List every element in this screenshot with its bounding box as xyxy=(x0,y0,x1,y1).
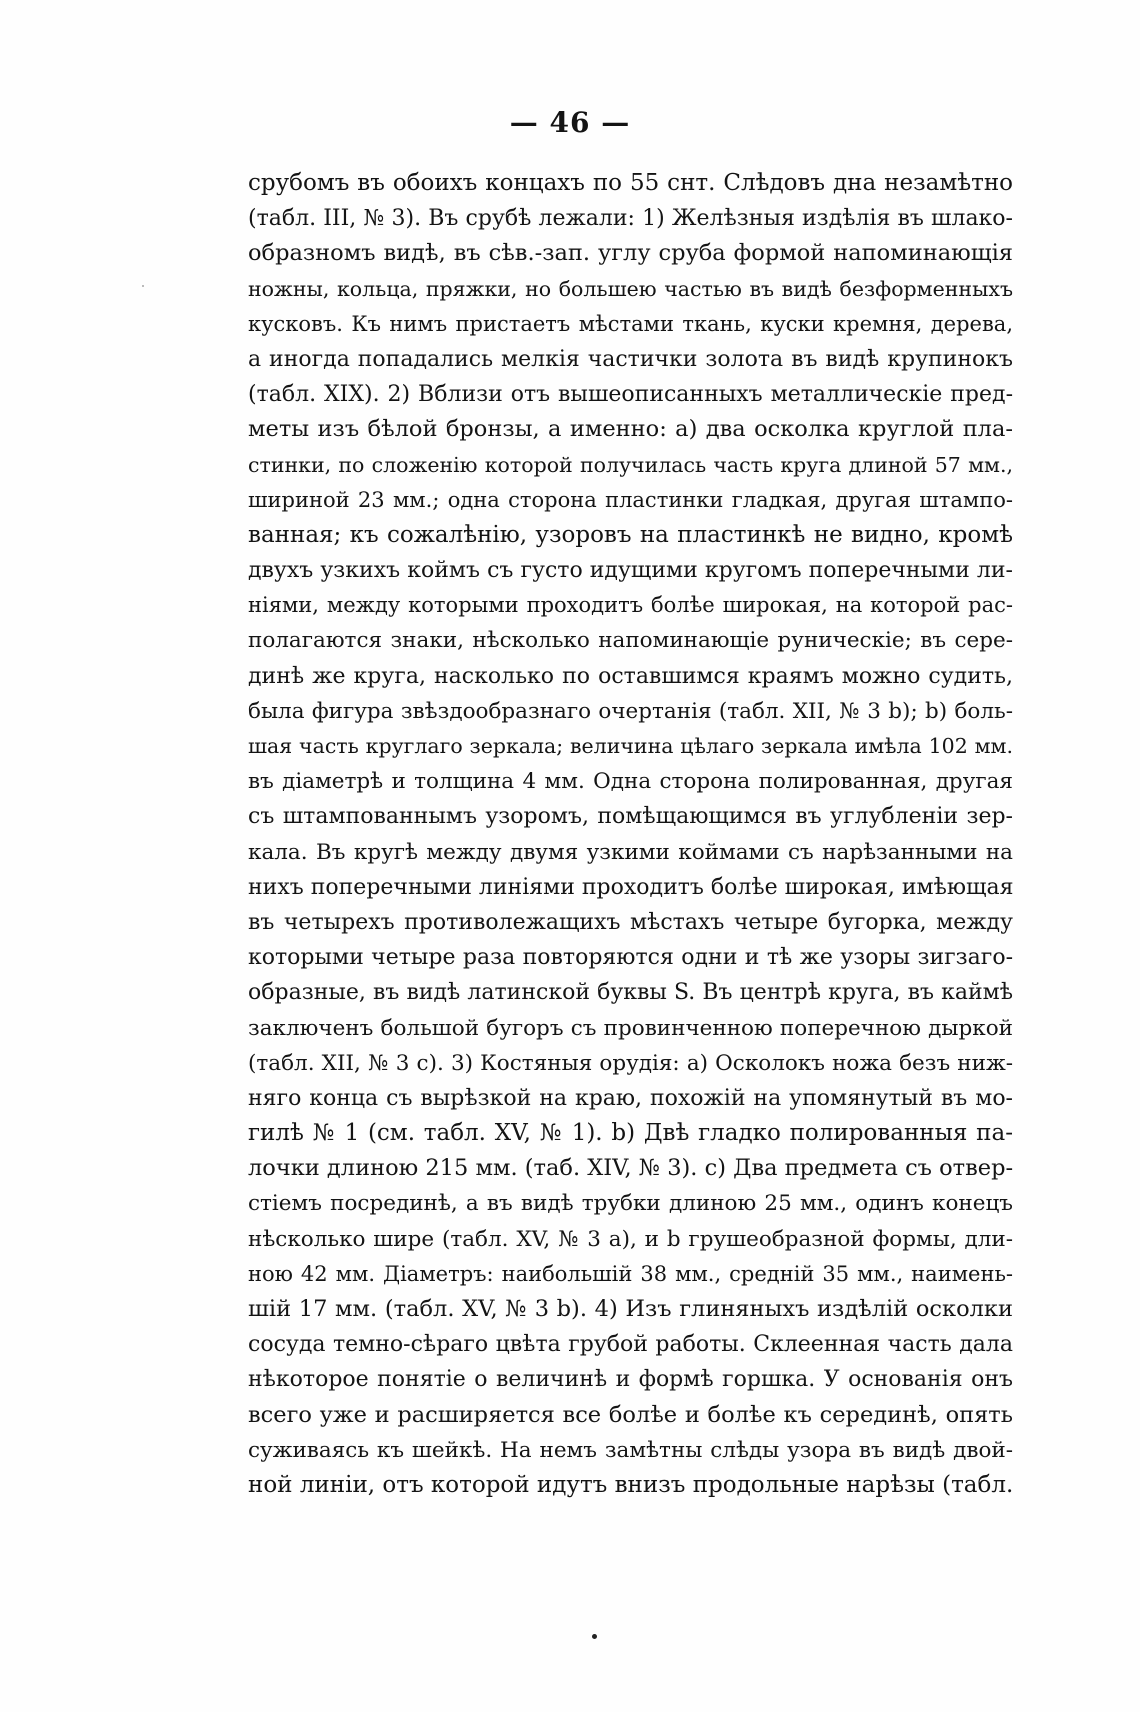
text-line: шій 17 мм. (табл. XV, № 3 b). 4) Изъ глиняныхъ издѣлій осколки xyxy=(248,1296,1013,1322)
page-number: — 46 — xyxy=(509,106,631,139)
text-line: ножны, кольца, пряжки, но большею частью въ видѣ безформенныхъ xyxy=(248,276,1013,301)
text-line: заключенъ большой бугоръ съ провинченною поперечною дыркой xyxy=(248,1015,1013,1041)
text-line: шириной 23 мм.; одна сторона пластинки гладкая, другая штампо- xyxy=(248,487,1013,512)
text-line: гилѣ № 1 (см. табл. XV, № 1). b) Двѣ гладко полированныя па- xyxy=(248,1120,1013,1147)
text-line: кала. Въ кругѣ между двумя узкими коймами съ нарѣзанными на xyxy=(248,839,1013,865)
text-line: ною 42 мм. Діаметръ: наибольшій 38 мм., средній 35 мм., наимень- xyxy=(248,1261,1013,1286)
text-line: образные, въ видѣ латинской буквы S. Въ центрѣ круга, въ каймѣ xyxy=(248,980,1013,1006)
text-line: двухъ узкихъ коймъ съ густо идущими кругомъ поперечными ли- xyxy=(248,558,1013,584)
text-line: лочки длиною 215 мм. (таб. XIV, № 3). c) Два предмета съ отвер- xyxy=(248,1155,1014,1182)
text-line: няго конца съ вырѣзкой на краю, похожій на упомянутый въ мо- xyxy=(248,1085,1013,1111)
text-line: въ діаметрѣ и толщина 4 мм. Одна сторона полированная, другая xyxy=(248,769,1013,795)
text-line: которыми четыре раза повторяются одни и тѣ же узоры зигзаго- xyxy=(248,945,1013,971)
text-line: стіемъ посрединѣ, a въ видѣ трубки длиною 25 мм., одинъ конецъ xyxy=(248,1191,1013,1217)
text-line: нѣкоторое понятіе о величинѣ и формѣ горшка. У основанія онъ xyxy=(248,1367,1013,1393)
text-line: ной линіи, отъ которой идутъ внизъ продольные нарѣзы (табл. xyxy=(248,1471,1014,1498)
text-line: ванная; къ сожалѣнію, узоровъ на пластинкѣ не видно, кромѣ xyxy=(248,521,1013,548)
text-line: суживаясь къ шейкѣ. На немъ замѣтны слѣды узора въ видѣ двой- xyxy=(248,1437,1013,1463)
body-text xyxy=(248,166,1013,1503)
text-line: нихъ поперечными линіями проходитъ болѣе широкая, имѣющая xyxy=(248,874,1014,900)
text-line: ніями, между которыми проходитъ болѣе широкая, на которой рас- xyxy=(248,593,1013,618)
text-line: образномъ видѣ, въ сѣв.-зап. углу сруба формой напоминающія xyxy=(248,240,1013,267)
text-line: съ штампованнымъ узоромъ, помѣщающимся въ углубленіи зер- xyxy=(248,804,1013,830)
text-line: стинки, по сложенію которой получилась часть круга длиной 57 мм., xyxy=(248,452,1013,477)
scan-speck xyxy=(142,285,144,287)
text-line: а иногда попадались мелкія частички золота въ видѣ крупинокъ xyxy=(248,346,1013,372)
text-line: въ четырехъ противолежащихъ мѣстахъ четыре бугорка, между xyxy=(248,909,1013,935)
text-line: (табл. XII, № 3 c). 3) Костяныя орудія: а) Осколокъ ножа безъ ниж- xyxy=(248,1050,1013,1076)
text-line: (табл. XIX). 2) Вблизи отъ вышеописанныхъ металлическіе пред- xyxy=(248,382,1013,408)
text-line: всего уже и расширяется все болѣе и болѣе къ серединѣ, опять xyxy=(248,1401,1013,1428)
text-line: сосуда темно-сѣраго цвѣта грубой работы. Склеенная часть дала xyxy=(248,1332,1013,1358)
text-line: меты изъ бѣлой бронзы, а именно: а) два осколка круглой пла- xyxy=(248,416,1013,443)
text-line: была фигура звѣздообразнаго очертанія (табл. XII, № 3 b); b) боль- xyxy=(248,698,1013,724)
text-line: динѣ же круга, насколько по оставшимся краямъ можно судить, xyxy=(248,663,1013,689)
text-line: шая часть круглаго зеркала; величина цѣлаго зеркала имѣла 102 мм. xyxy=(248,734,1013,758)
text-line: срубомъ въ обоихъ концахъ по 55 снт. Слѣдовъ дна незамѣтно xyxy=(248,170,1013,196)
ink-dot xyxy=(592,1634,597,1639)
text-line: кусковъ. Къ нимъ пристаетъ мѣстами ткань, куски кремня, дерева, xyxy=(248,311,1013,336)
text-line: (табл. III, № 3). Въ срубѣ лежали: 1) Желѣзныя издѣлія въ шлако- xyxy=(248,206,1013,232)
text-line: нѣсколько шире (табл. XV, № 3 a), и b грушеобразной формы, дли- xyxy=(248,1226,1013,1252)
text-line: полагаются знаки, нѣсколько напоминающіе руническіе; въ сере- xyxy=(248,628,1013,654)
